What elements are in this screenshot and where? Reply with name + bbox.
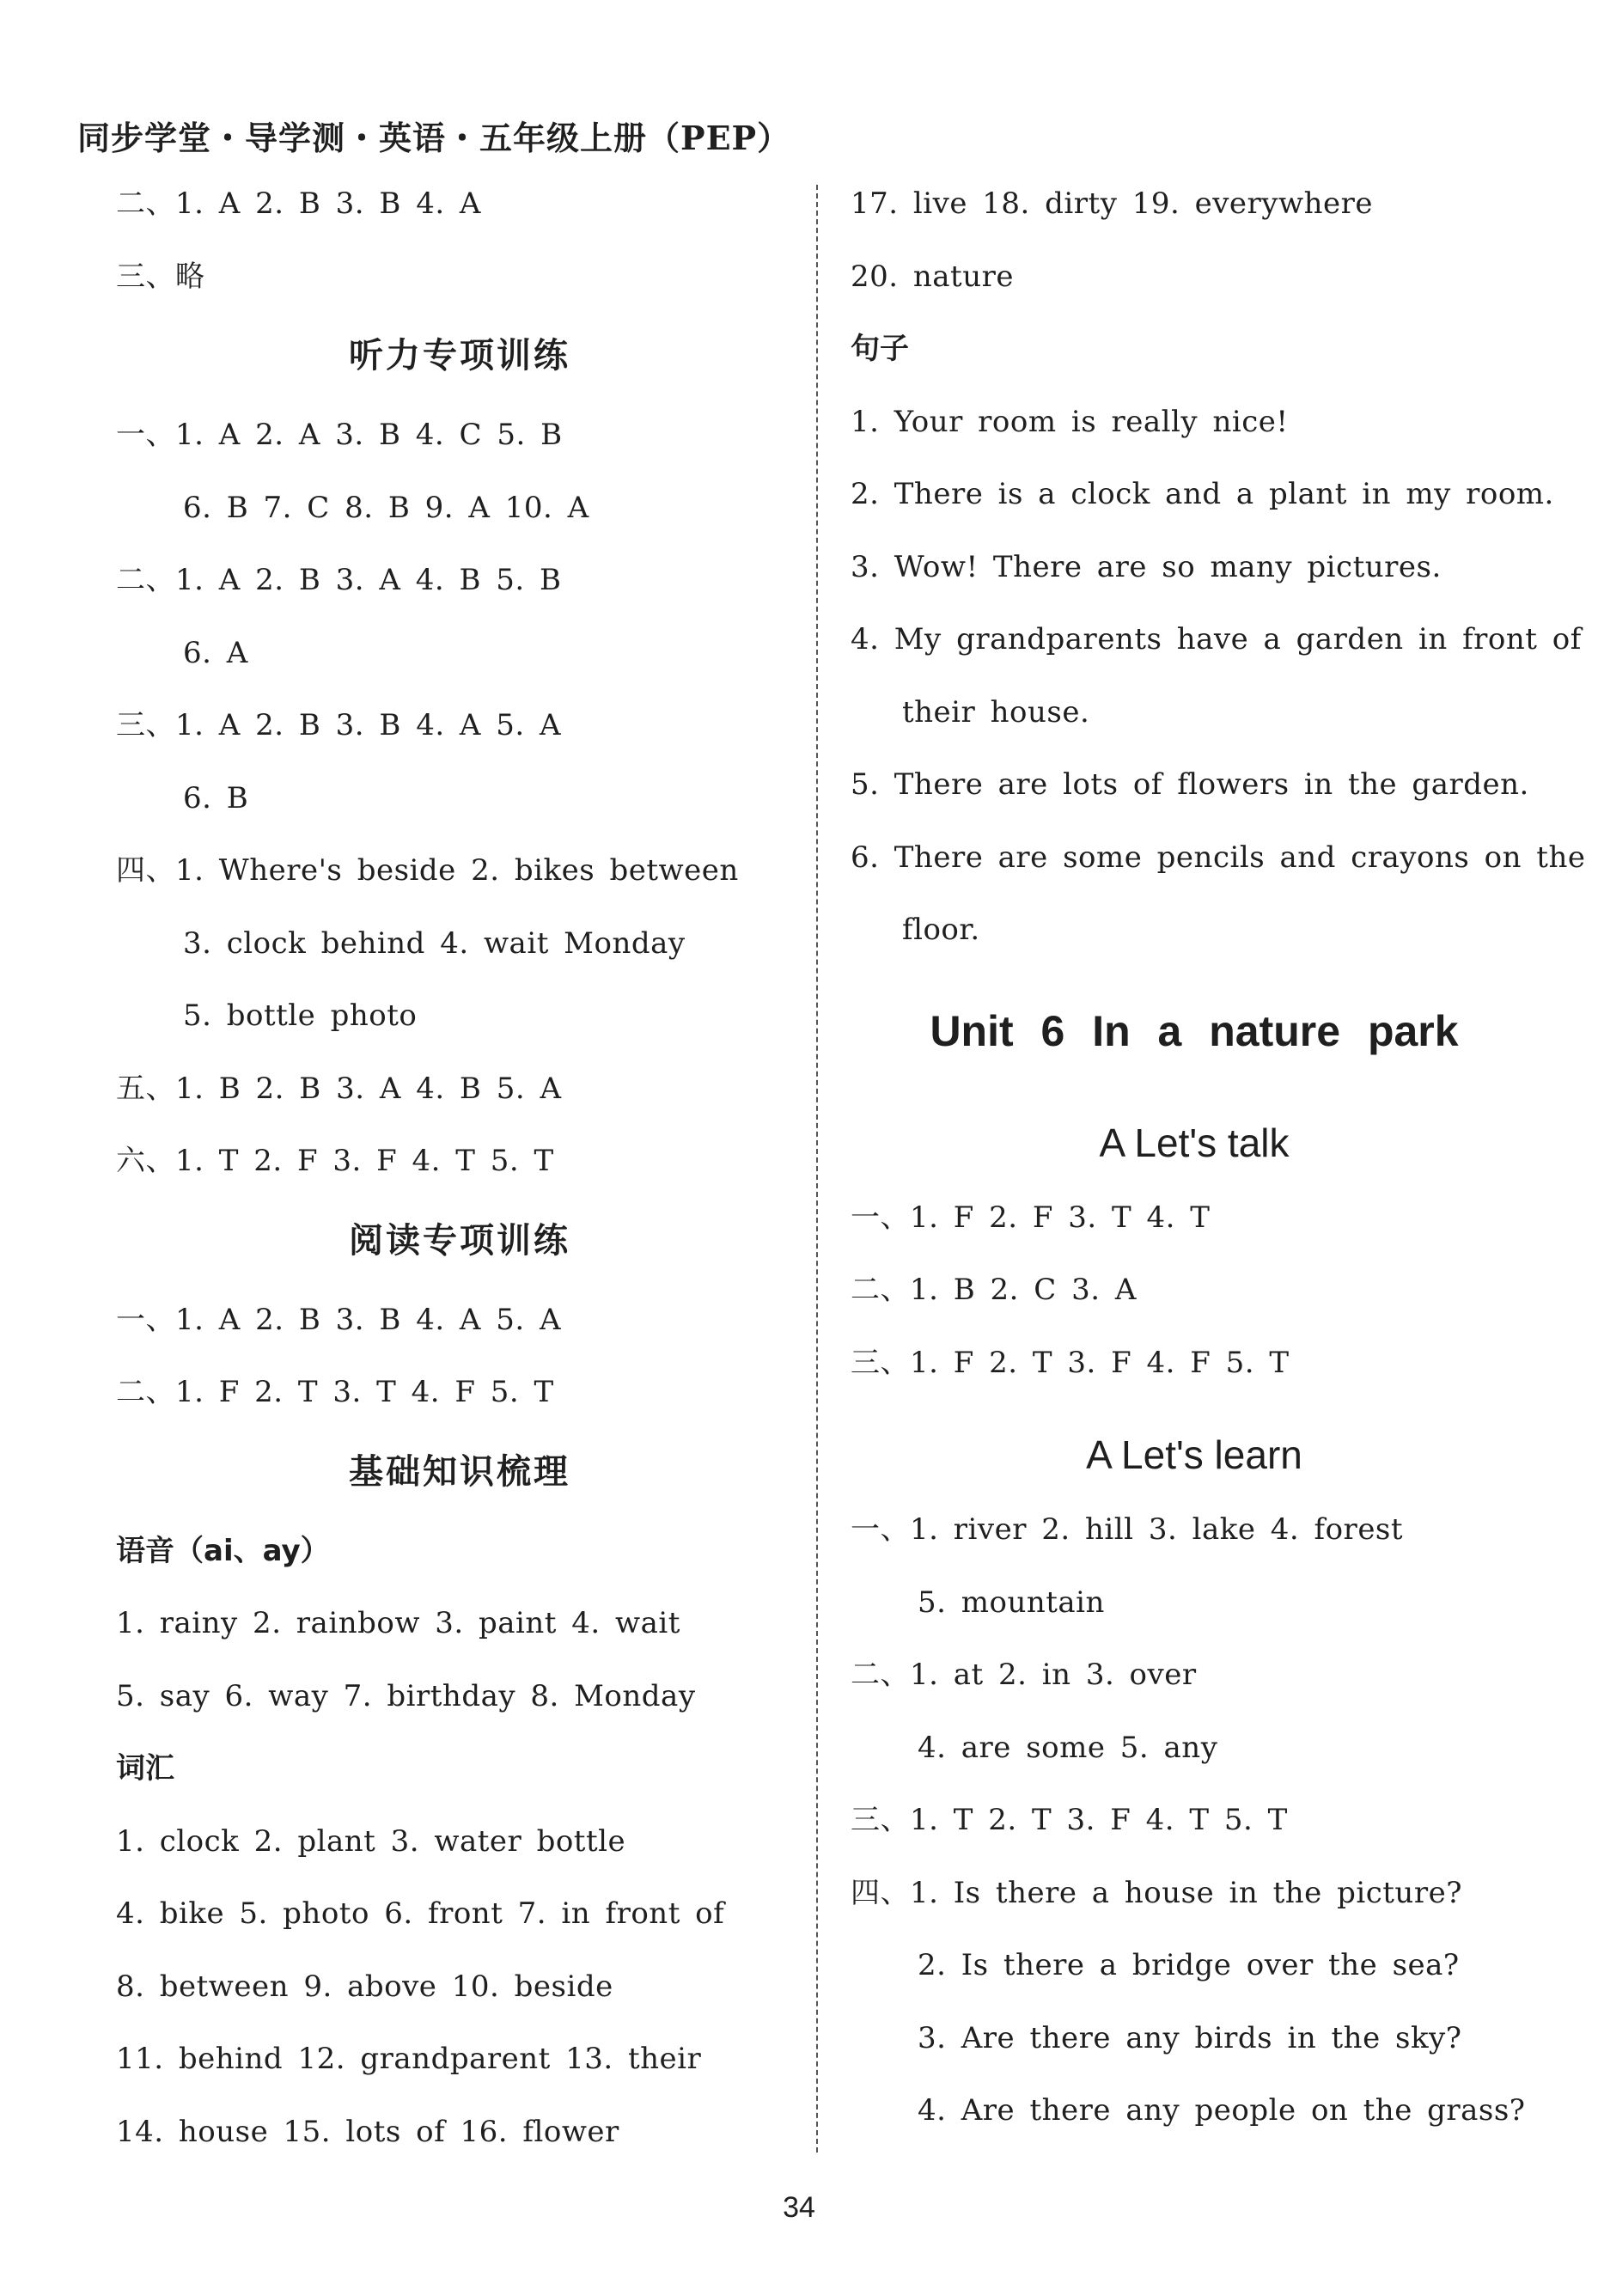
answer-line: 17. live 18. dirty 19. everywhere bbox=[851, 186, 1373, 221]
column-divider bbox=[816, 185, 818, 2152]
answer-line: 一、1. A 2. B 3. B 4. A 5. A bbox=[116, 1302, 562, 1337]
answer-line: their house. bbox=[902, 694, 1090, 730]
left-column bbox=[116, 176, 803, 2177]
page-header: 同步学堂・导学测・英语・五年级上册（PEP） bbox=[77, 119, 791, 157]
answer-line: 5. say 6. way 7. birthday 8. Monday bbox=[116, 1678, 696, 1713]
section-title: 听力专项训练 bbox=[349, 336, 570, 376]
answer-line: 8. between 9. above 10. beside bbox=[116, 1969, 613, 2004]
answer-line: 二、1. B 2. C 3. A bbox=[851, 1273, 1137, 1307]
answer-line: 5. mountain bbox=[918, 1585, 1105, 1620]
subsection-title: 词汇 bbox=[116, 1751, 174, 1786]
answer-line: 六、1. T 2. F 3. F 4. T 5. T bbox=[116, 1144, 554, 1178]
answer-line: 3. Are there any birds in the sky? bbox=[918, 2020, 1462, 2055]
answer-line: 6. A bbox=[183, 635, 248, 670]
answer-line: 2. There is a clock and a plant in my room. bbox=[851, 477, 1554, 511]
answer-line: 5. bottle photo bbox=[183, 998, 418, 1033]
answer-line: 20. nature bbox=[851, 259, 1014, 294]
answer-line: 四、1. Where's beside 2. bikes between bbox=[116, 853, 739, 888]
answer-line: 三、1. F 2. T 3. F 4. F 5. T bbox=[851, 1345, 1290, 1380]
answer-line: 三、1. T 2. T 3. F 4. T 5. T bbox=[851, 1803, 1288, 1837]
part-title: A Let's talk bbox=[1099, 1120, 1290, 1165]
subsection-title: 句子 bbox=[851, 332, 909, 366]
answer-line: 3. clock behind 4. wait Monday bbox=[183, 925, 686, 961]
section-title: 基础知识梳理 bbox=[349, 1451, 570, 1492]
section-title: 阅读专项训练 bbox=[349, 1220, 570, 1261]
answer-line: 一、1. A 2. A 3. B 4. C 5. B bbox=[116, 418, 563, 452]
answer-line: 14. house 15. lots of 16. flower bbox=[116, 2114, 619, 2149]
answer-line: 五、1. B 2. B 3. A 4. B 5. A bbox=[116, 1071, 562, 1106]
answer-line: 二、1. A 2. B 3. B 4. A bbox=[116, 186, 481, 221]
answer-line: 三、略 bbox=[116, 259, 205, 294]
answer-line: 四、1. Is there a house in the picture? bbox=[851, 1875, 1462, 1910]
answer-line: 二、1. F 2. T 3. T 4. F 5. T bbox=[116, 1375, 554, 1409]
answer-line: 4. are some 5. any bbox=[918, 1730, 1218, 1765]
answer-line: 一、1. river 2. hill 3. lake 4. forest bbox=[851, 1512, 1404, 1547]
part-title: A Let's learn bbox=[1086, 1432, 1302, 1477]
answer-line: 2. Is there a bridge over the sea? bbox=[918, 1948, 1460, 1982]
subsection-title: 语音（ai、ay） bbox=[116, 1533, 330, 1568]
unit-title: Unit 6 In a nature park bbox=[930, 1006, 1459, 1055]
answer-line: 二、1. at 2. in 3. over bbox=[851, 1658, 1197, 1692]
right-column bbox=[851, 176, 1586, 2156]
answer-line: 三、1. A 2. B 3. B 4. A 5. A bbox=[116, 708, 562, 742]
answer-line: 5. There are lots of flowers in the garden. bbox=[851, 767, 1529, 802]
answer-line: 1. Your room is really nice! bbox=[851, 404, 1289, 439]
answer-line: 4. bike 5. photo 6. front 7. in front of bbox=[116, 1896, 725, 1931]
answer-line: floor. bbox=[902, 913, 980, 947]
answer-line: 11. behind 12. grandparent 13. their bbox=[116, 2042, 702, 2076]
answer-line: 6. B bbox=[183, 780, 249, 815]
answer-line: 二、1. A 2. B 3. A 4. B 5. B bbox=[116, 563, 562, 597]
answer-line: 一、1. F 2. F 3. T 4. T bbox=[851, 1200, 1211, 1235]
answer-line: 4. My grandparents have a garden in front of bbox=[851, 622, 1582, 656]
answer-line: 1. clock 2. plant 3. water bottle bbox=[116, 1823, 626, 1859]
answer-line: 1. rainy 2. rainbow 3. paint 4. wait bbox=[116, 1606, 680, 1640]
answer-line: 4. Are there any people on the grass? bbox=[918, 2093, 1526, 2128]
answer-line: 6. There are some pencils and crayons on the bbox=[851, 840, 1586, 875]
page-number: 34 bbox=[783, 2191, 815, 2224]
answer-line: 3. Wow! There are so many pictures. bbox=[851, 549, 1442, 584]
answer-line: 6. B 7. C 8. B 9. A 10. A bbox=[183, 490, 589, 525]
